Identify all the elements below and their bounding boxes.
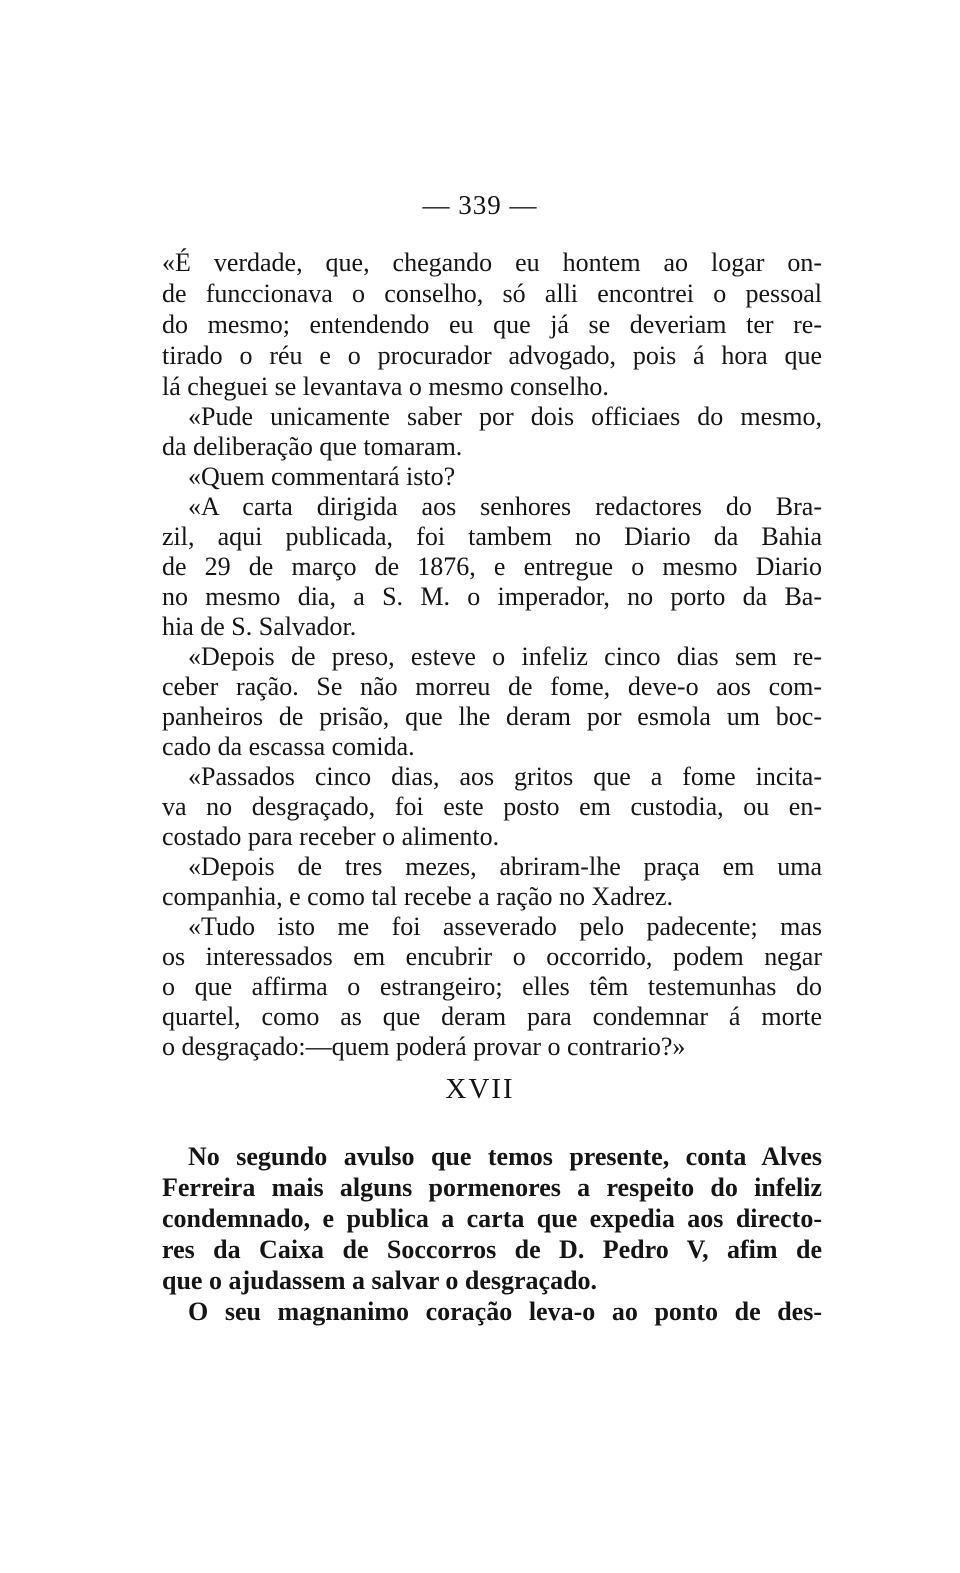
text-line: que o ajudassem a salvar o desgraçado. (162, 1266, 598, 1295)
text-line: quartel, como as que deram para condemnar á morte (162, 1002, 822, 1031)
text-line: panheiros de prisão, que lhe deram por esmola um boc- (162, 702, 822, 731)
text-line: Ferreira mais alguns pormenores a respeito do infeliz (162, 1173, 822, 1202)
text-line: O seu magnanimo coração leva-o ao ponto de des- (188, 1297, 822, 1326)
text-line: da deliberação que tomaram. (162, 432, 463, 461)
text-line: lá cheguei se levantava o mesmo conselho. (162, 372, 609, 401)
text-line: «Passados cinco dias, aos gritos que a fome incita- (188, 762, 822, 791)
text-line: «Quem commentará isto? (188, 462, 456, 491)
text-line: zil, aqui publicada, foi tambem no Diario da Bahia (162, 522, 822, 551)
text-line: va no desgraçado, foi este posto em custodia, ou en- (162, 792, 822, 821)
text-line: condemnado, e publica a carta que expedia aos directo- (162, 1204, 822, 1233)
text-line: «Tudo isto me foi asseverado pelo padecente; mas (188, 912, 822, 941)
section-heading: XVII (445, 1073, 515, 1105)
text-line: «Depois de tres mezes, abriram-lhe praça em uma (188, 852, 822, 881)
text-line: no mesmo dia, a S. M. o imperador, no porto da Ba- (162, 582, 822, 611)
text-line: ceber ração. Se não morreu de fome, deve-o aos com- (162, 672, 822, 701)
text-line: «É verdade, que, chegando eu hontem ao logar on- (162, 248, 822, 277)
text-line: res da Caixa de Soccorros de D. Pedro V, afim de (162, 1235, 822, 1264)
text-line: No segundo avulso que temos presente, conta Alves (188, 1142, 822, 1171)
text-line: o desgraçado:—quem poderá provar o contrario?» (162, 1032, 686, 1061)
text-line: costado para receber o alimento. (162, 822, 500, 851)
text-line: «Pude unicamente saber por dois officiaes do mesmo, (188, 402, 822, 431)
text-line: de funccionava o conselho, só alli encontrei o pessoal (162, 279, 822, 308)
text-line: companhia, e como tal recebe a ração no Xadrez. (162, 882, 674, 911)
text-line: tirado o réu e o procurador advogado, pois á hora que (162, 341, 822, 370)
text-line: hia de S. Salvador. (162, 612, 357, 641)
text-line: «A carta dirigida aos senhores redactores do Bra- (188, 492, 822, 521)
text-line: de 29 de março de 1876, e entregue o mesmo Diario (162, 552, 822, 581)
text-line: «Depois de preso, esteve o infeliz cinco dias sem re- (188, 642, 822, 671)
text-line: do mesmo; entendendo eu que já se deveriam ter re- (162, 310, 822, 339)
text-line: os interessados em encubrir o occorrido, podem negar (162, 942, 822, 971)
page-number: — 339 — (422, 190, 538, 220)
text-line: o que affirma o estrangeiro; elles têm testemunhas do (162, 972, 822, 1001)
text-line: cado da escassa comida. (162, 732, 415, 761)
